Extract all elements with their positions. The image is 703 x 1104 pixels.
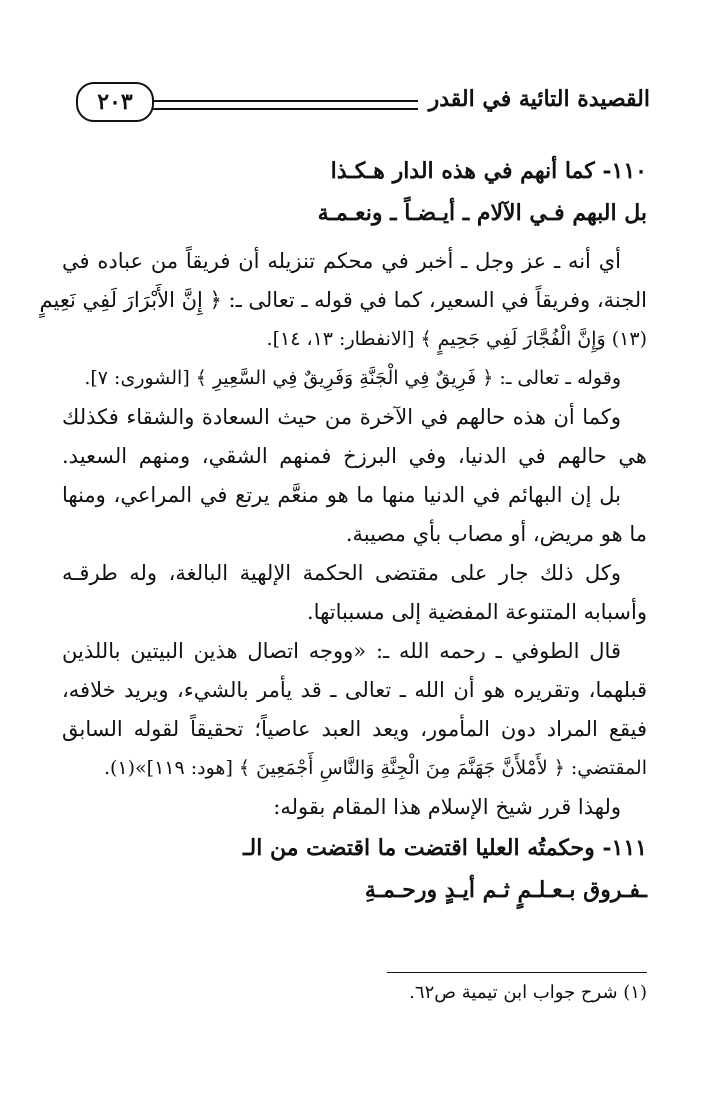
running-title: القصيدة التائية في القدر xyxy=(428,86,650,112)
paragraph-line: فيقع المراد دون المأمور، ويعد العبد عاصياً؛ تحقيقاً لقوله السابق xyxy=(62,717,647,741)
paragraph-line: وأسبابه المتنوعة المفضية إلى مسبباتها. xyxy=(307,600,647,624)
paragraph-line: (١٣) وَإِنَّ الْفُجَّارَ لَفِي جَحِيمٍ ﴾ [الانفطار: ١٣، ١٤]. xyxy=(266,328,647,350)
footnote: (١) شرح جواب ابن تيمية ص٦٢. xyxy=(409,982,647,1003)
paragraph-line: ولهذا قرر شيخ الإسلام هذا المقام بقوله: xyxy=(273,795,621,819)
paragraph-line: هي حالهم في الدنيا، وفي البرزخ فمنهم الشقي، ومنهم السعيد. xyxy=(62,444,647,468)
paragraph-line: وكما أن هذه حالهم في الآخرة من حيث السعادة والشقاء فكذلك xyxy=(62,405,621,429)
verse-111-first-hemistich: ١١١- وحكمتُه العليا اقتضت ما اقتضت من الـ xyxy=(243,835,647,861)
paragraph-line: ما هو مريض، أو مصاب بأي مصيبة. xyxy=(345,522,647,546)
paragraph-line: الجنة، وفريقاً في السعير، كما في قوله ـ تعالى ـ: ﴿ إِنَّ الأَبْرَارَ لَفِي نَعِيمٍ xyxy=(39,288,647,312)
page-header xyxy=(70,82,650,122)
page-number: ٢٠٣ xyxy=(76,82,154,122)
verse-110-second-hemistich: بل البهم فـي الآلام ـ أيـضـاً ـ ونعـمـة xyxy=(317,200,647,226)
paragraph-line: وقوله ـ تعالى ـ: ﴿ فَرِيقٌ فِي الْجَنَّةِ وَفَرِيقٌ فِي السَّعِيرِ ﴾ [الشورى: ٧]. xyxy=(84,367,621,389)
footnote-rule xyxy=(387,972,647,973)
paragraph-line: قبلهما، وتقريره هو أن الله ـ تعالى ـ قد يأمر بالشيء، ويريد خلافه، xyxy=(62,678,647,702)
paragraph-line: قال الطوفي ـ رحمه الله ـ: «ووجه اتصال هذين البيتين باللذين xyxy=(62,639,621,663)
body-text xyxy=(39,150,647,911)
paragraph-line: المقتضي: ﴿ لأَمْلأَنَّ جَهَنَّمَ مِنَ الْجِنَّةِ وَالنَّاسِ أَجْمَعِينَ ﴾ [هود: ١١٩]»(١). xyxy=(103,757,647,779)
header-rule xyxy=(152,100,418,110)
paragraph-line: وكل ذلك جار على مقتضى الحكمة الإلهية البالغة، وله طرقـه xyxy=(62,561,621,585)
paragraph-line: بل إن البهائم في الدنيا منها ما هو منعَّم يرتع في المراعي، ومنها xyxy=(62,483,621,507)
paragraph-line: أي أنه ـ عز وجل ـ أخبر في محكم تنزيله أن فريقاً من عباده في xyxy=(62,249,621,273)
verse-111-second-hemistich: ـفـروق بـعـلـمٍ ثـم أيـدٍ ورحـمـةِ xyxy=(364,877,647,903)
verse-110-first-hemistich: ١١٠- كما أنهم في هذه الدار هـكـذا xyxy=(330,158,647,184)
